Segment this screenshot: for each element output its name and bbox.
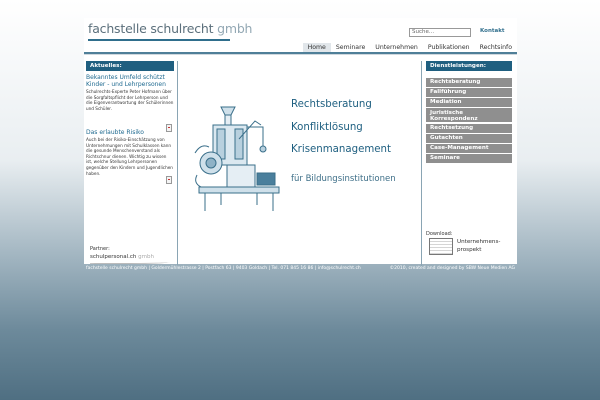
service-case-management[interactable]: Case-Management <box>426 144 512 154</box>
service-juristische-korrespondenz[interactable]: Juristische Korrespondenz <box>426 108 512 123</box>
left-divider <box>177 61 178 266</box>
footer-address: fachstelle schulrecht gmbh | Goldermühlestrasse 2 | Postfach 63 | 9403 Goldach | Tel. 071 845 16 86 | info@schulrecht.ch <box>86 266 361 271</box>
header <box>84 18 517 42</box>
hero-rechtsberatung: Rechtsberatung <box>291 99 372 110</box>
footer-credits[interactable]: ©2010, created and designed by SBW Neue Medien AG <box>389 266 515 271</box>
news-text: Schulrechts-Experte Peter Hofmann über die Sorgfaltspflicht der Lehrperson und die Eigenverantwortung der Schülerinnen und Schüler. <box>86 89 174 111</box>
logo-underline <box>88 39 230 41</box>
logo-main: fachstelle schulrecht <box>88 21 214 36</box>
news-text: Auch bei der Risiko-Einschätzung von Unternehmungen mit Schulklassen kann die gesunde Menschenverstand als Richtschnur dienen. Wichtig zu wissen ist, welche Stellung Lehrpersonen gegenüber den Kindern und Jugendlichen haben. <box>86 137 173 176</box>
hero-konfliktloesung: Konfliktlösung <box>291 122 363 133</box>
logo-suffix: gmbh <box>217 21 253 36</box>
download-label: Download: <box>426 231 453 237</box>
nav-publikationen[interactable]: Publikationen <box>427 44 470 51</box>
nav-home[interactable]: Home <box>303 43 331 52</box>
service-rechtsetzung[interactable]: Rechtsetzung <box>426 124 512 134</box>
nav-rechtsinfo[interactable]: Rechtsinfo <box>479 44 512 51</box>
dienstleistungen-title: Dienstleistungen: <box>426 61 512 71</box>
hero-subtitle: für Bildungsinstitutionen <box>291 174 396 184</box>
nav-divider-light <box>84 54 517 55</box>
machine-illustration <box>191 103 287 215</box>
main-nav <box>303 43 517 52</box>
partner-logo[interactable] <box>90 254 154 260</box>
pdf-icon[interactable] <box>166 176 172 184</box>
kontakt-link[interactable]: Kontakt <box>480 28 505 34</box>
service-seminare[interactable]: Seminare <box>426 154 512 164</box>
service-rechtsberatung[interactable]: Rechtsberatung <box>426 78 512 88</box>
download-link[interactable]: Unternehmens-prospekt <box>457 239 501 253</box>
news-headline[interactable]: Das erlaubte Risiko <box>86 129 144 136</box>
search-input[interactable]: Suche... <box>409 28 471 37</box>
page-container <box>84 18 517 264</box>
prospekt-thumbnail[interactable] <box>429 238 453 255</box>
logo[interactable] <box>88 21 252 36</box>
service-fallfuehrung[interactable]: Fallführung <box>426 88 512 98</box>
service-mediation[interactable]: Mediation <box>426 98 512 108</box>
partner-logo-suffix: gmbh <box>138 254 154 260</box>
footer <box>84 264 517 273</box>
news-item <box>86 74 174 111</box>
nav-seminare[interactable]: Seminare <box>335 44 366 51</box>
partner-logo-main: schulpersonal.ch <box>90 254 137 260</box>
partner-label: Partner: <box>90 246 110 252</box>
service-gutachten[interactable]: Gutachten <box>426 134 512 144</box>
hero-krisenmanagement: Krisenmanagement <box>291 144 391 155</box>
nav-unternehmen[interactable]: Unternehmen <box>375 44 418 51</box>
right-divider <box>421 61 422 266</box>
aktuelles-title: Aktuelles: <box>86 61 174 71</box>
news-item <box>86 129 174 176</box>
news-headline[interactable]: Bekanntes Umfeld schützt Kinder - und Lehrpersonen <box>86 74 166 88</box>
